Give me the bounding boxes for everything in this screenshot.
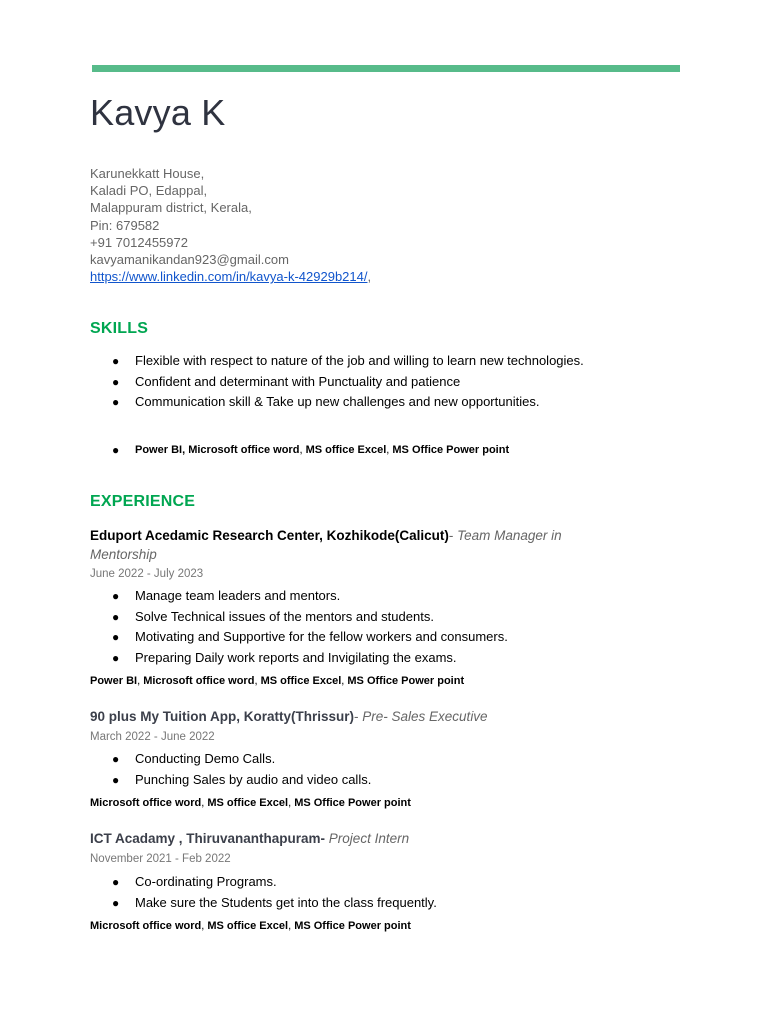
bullet-icon: ● xyxy=(112,354,120,368)
job-tools: Microsoft office word, MS office Excel, MS Office Power point xyxy=(90,920,411,932)
job-title: Eduport Acedamic Research Center, Kozhikode(Calicut)- Team Manager in Mentorship xyxy=(90,528,562,562)
bullet-icon: ● xyxy=(112,875,120,889)
accent-bar xyxy=(92,65,680,72)
job-dates: November 2021 - Feb 2022 xyxy=(90,853,231,865)
list-item: ● Punching Sales by audio and video calls. xyxy=(90,770,590,791)
list-item: ● Preparing Daily work reports and Invigilating the exams. xyxy=(90,648,590,669)
bullet-icon: ● xyxy=(112,443,120,457)
bullet-icon: ● xyxy=(112,589,120,603)
address-line: Malappuram district, Kerala, xyxy=(90,200,252,216)
skills-list xyxy=(90,351,590,413)
address-line: Pin: 679582 xyxy=(90,217,160,233)
job-dates: March 2022 - June 2022 xyxy=(90,731,215,743)
list-item: ● Make sure the Students get into the class frequently. xyxy=(90,893,590,914)
address-line: Karunekkatt House, xyxy=(90,166,205,181)
bullet-icon: ● xyxy=(112,609,120,624)
bullet-icon: ● xyxy=(112,395,120,409)
skills-tools-list xyxy=(90,440,590,461)
list-item: ● Confident and determinant with Punctuality and patience xyxy=(90,372,590,393)
bullet-icon: ● xyxy=(112,374,120,389)
bullet-icon: ● xyxy=(112,630,120,644)
list-item: ● Communication skill & Take up new challenges and new opportunities. xyxy=(90,392,590,413)
skills-heading: SKILLS xyxy=(90,320,149,337)
experience-heading: EXPERIENCE xyxy=(90,493,196,510)
bullet-icon: ● xyxy=(112,895,120,910)
job-title: 90 plus My Tuition App, Koratty(Thrissur)- Pre- Sales Executive xyxy=(90,709,488,724)
address-line: Kaladi PO, Edappal, xyxy=(90,183,208,199)
list-item: ● Conducting Demo Calls. xyxy=(90,749,590,770)
contact-block xyxy=(90,165,650,285)
job-dates: June 2022 - July 2023 xyxy=(90,568,204,580)
linkedin-line xyxy=(90,268,650,285)
bullet-icon: ● xyxy=(112,772,120,787)
email-address: kavyamanikandan923@gmail.com xyxy=(90,252,289,268)
linkedin-link[interactable]: https://www.linkedin.com/in/kavya-k-42929b214/ xyxy=(90,269,368,285)
list-item: ● Flexible with respect to nature of the job and willing to learn new technologies. xyxy=(90,351,590,372)
phone-number: +91 7012455972 xyxy=(90,234,188,250)
linkedin-suffix: , xyxy=(367,269,372,285)
list-item: ● Power BI, Microsoft office word, MS office Excel, MS Office Power point xyxy=(90,440,590,461)
job-title: ICT Acadamy , Thiruvananthapuram- Project Intern xyxy=(90,831,410,846)
list-item: ● Motivating and Supportive for the fellow workers and consumers. xyxy=(90,627,590,648)
list-item: ● Solve Technical issues of the mentors and students. xyxy=(90,607,590,628)
bullet-icon: ● xyxy=(112,650,120,665)
list-item: ● Co-ordinating Programs. xyxy=(90,872,590,893)
job-tools: Microsoft office word, MS office Excel, MS Office Power point xyxy=(90,797,411,809)
bullet-icon: ● xyxy=(112,752,120,766)
job-duties-list xyxy=(90,749,590,790)
job-tools: Power BI, Microsoft office word, MS office Excel, MS Office Power point xyxy=(90,675,465,687)
list-item: ● Manage team leaders and mentors. xyxy=(90,586,590,607)
job-duties-list xyxy=(90,586,590,668)
job-duties-list xyxy=(90,872,590,913)
candidate-name: Kavya K xyxy=(90,92,226,133)
